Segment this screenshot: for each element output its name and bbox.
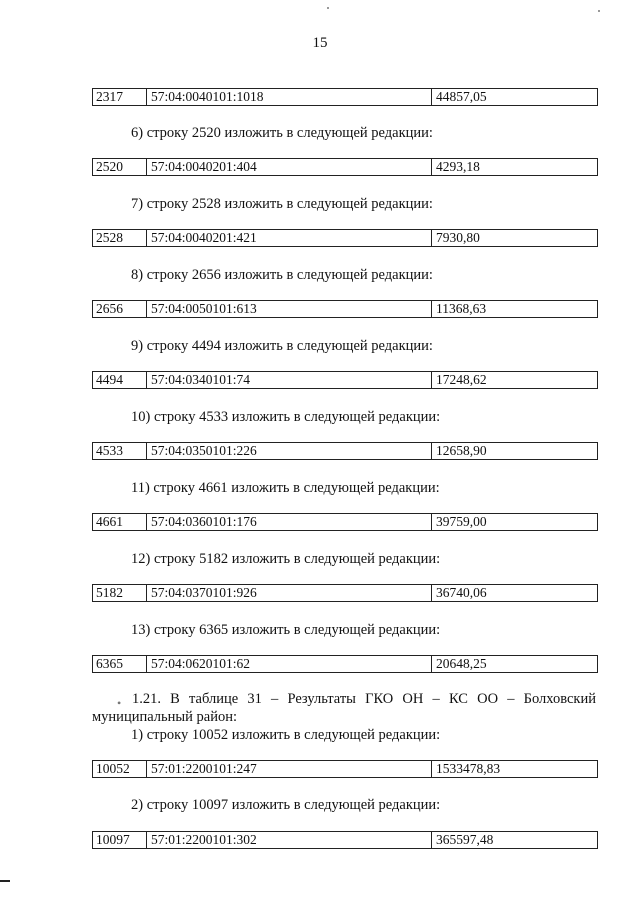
cadastral-number-cell: 57:04:0040101:1018 xyxy=(147,89,432,105)
value-cell: 39759,00 xyxy=(436,514,487,529)
cadastral-number-cell: 57:04:0350101:226 xyxy=(147,443,432,459)
cadastral-number-cell: 57:04:0040201:421 xyxy=(147,230,432,246)
table-row xyxy=(92,513,598,531)
table-row xyxy=(92,158,598,176)
cadastral-number-cell: 57:01:2200101:247 xyxy=(147,761,432,777)
value-cell: 1533478,83 xyxy=(436,761,501,776)
row-number-cell: 10097 xyxy=(93,832,147,848)
value-cell: 36740,06 xyxy=(436,585,487,600)
value-cell: 365597,48 xyxy=(436,832,494,847)
row-number-cell: 2520 xyxy=(93,159,147,175)
instruction-text: 12) строку 5182 изложить в следующей редакции: xyxy=(131,551,441,567)
instruction-text: 7) строку 2528 изложить в следующей редакции: xyxy=(131,196,433,212)
row-number-cell: 2656 xyxy=(93,301,147,317)
value-cell: 20648,25 xyxy=(436,656,487,671)
instruction-text: 2) строку 10097 изложить в следующей редакции: xyxy=(131,797,441,813)
page-number: 15 xyxy=(312,35,328,51)
row-number-cell: 6365 xyxy=(93,656,147,672)
clause-paragraph xyxy=(92,690,596,726)
margin-dash xyxy=(0,880,10,882)
table-row xyxy=(92,831,598,849)
cadastral-number-cell: 57:01:2200101:302 xyxy=(147,832,432,848)
row-number-cell: 4494 xyxy=(93,372,147,388)
instruction-text: 6) строку 2520 изложить в следующей редакции: xyxy=(131,125,433,141)
value-cell: 12658,90 xyxy=(436,443,487,458)
scan-speck xyxy=(327,7,329,9)
instruction-text: 11) строку 4661 изложить в следующей редакции: xyxy=(131,480,440,496)
row-number-cell: 5182 xyxy=(93,585,147,601)
table-row xyxy=(92,300,598,318)
cadastral-number-cell: 57:04:0620101:62 xyxy=(147,656,432,672)
row-number-cell: 10052 xyxy=(93,761,147,777)
row-number-cell: 4533 xyxy=(93,443,147,459)
table-row xyxy=(92,371,598,389)
table-row xyxy=(92,655,598,673)
instruction-text: 10) строку 4533 изложить в следующей редакции: xyxy=(131,409,441,425)
row-number-cell: 4661 xyxy=(93,514,147,530)
value-cell: 11368,63 xyxy=(436,301,487,316)
table-row xyxy=(92,88,598,106)
value-cell: 17248,62 xyxy=(436,372,487,387)
clause-line: муниципальный район: xyxy=(92,709,238,725)
cadastral-number-cell: 57:04:0360101:176 xyxy=(147,514,432,530)
instruction-text: 1) строку 10052 изложить в следующей редакции: xyxy=(131,727,441,743)
instruction-text: 9) строку 4494 изложить в следующей редакции: xyxy=(131,338,433,354)
clause-line: 1.21. В таблице 31 – Результаты ГКО ОН – КС ОО – Болховский xyxy=(132,691,596,707)
row-number-cell: 2528 xyxy=(93,230,147,246)
value-cell: 4293,18 xyxy=(436,159,480,174)
table-row xyxy=(92,760,598,778)
cadastral-number-cell: 57:04:0050101:613 xyxy=(147,301,432,317)
instruction-text: 13) строку 6365 изложить в следующей редакции: xyxy=(131,622,441,638)
cadastral-number-cell: 57:04:0040201:404 xyxy=(147,159,432,175)
margin-dot: • xyxy=(117,696,122,710)
cadastral-number-cell: 57:04:0370101:926 xyxy=(147,585,432,601)
row-number-cell: 2317 xyxy=(93,89,147,105)
value-cell: 7930,80 xyxy=(436,230,480,245)
table-row xyxy=(92,442,598,460)
instruction-text: 8) строку 2656 изложить в следующей редакции: xyxy=(131,267,433,283)
scan-speck xyxy=(598,10,600,12)
table-row xyxy=(92,584,598,602)
table-row xyxy=(92,229,598,247)
cadastral-number-cell: 57:04:0340101:74 xyxy=(147,372,432,388)
value-cell: 44857,05 xyxy=(436,89,487,104)
